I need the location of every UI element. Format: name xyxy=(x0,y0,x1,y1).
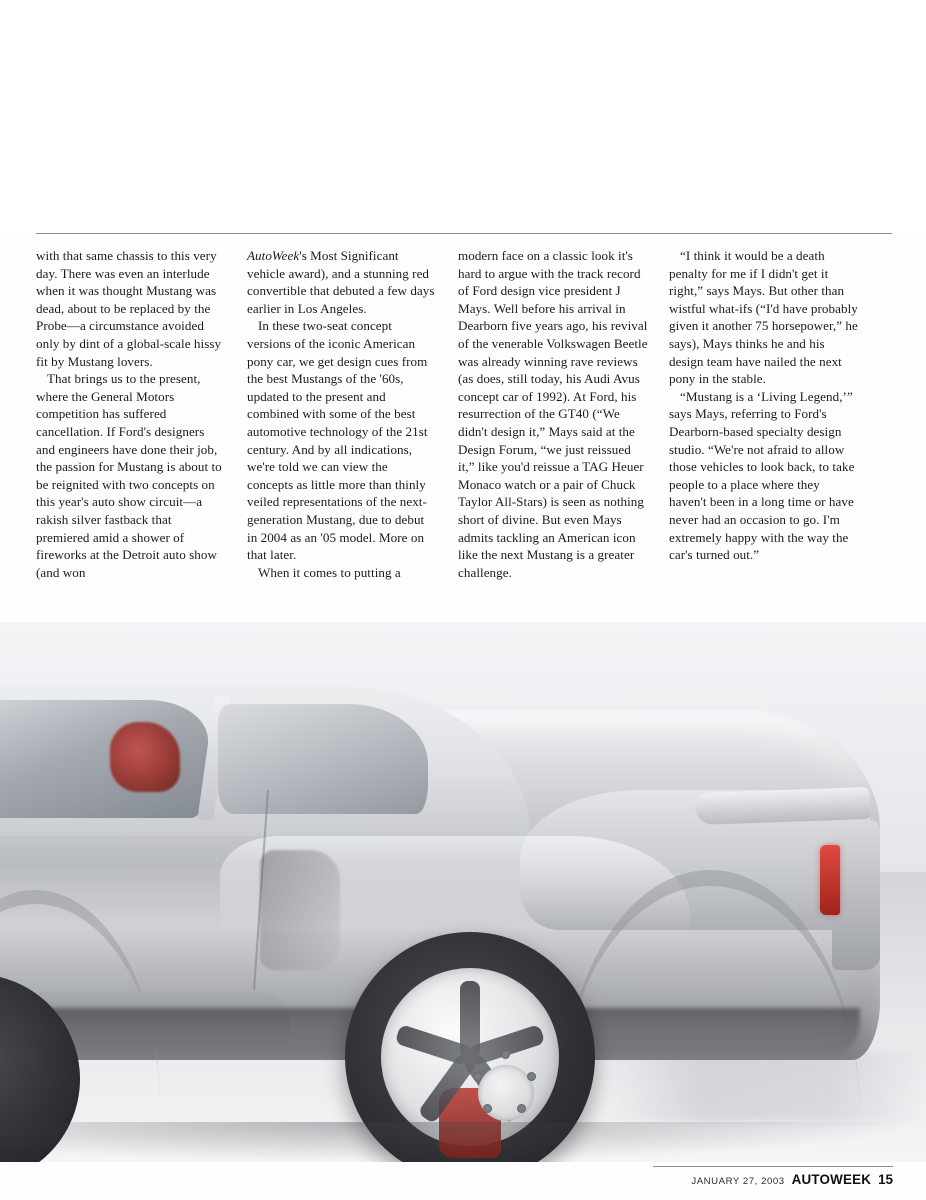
paragraph: modern face on a classic look it's hard to argue with the track record of Ford design vice president J Mays. Well before his arrival in Dearborn five years ago, his revival of the venerable Volkswagen Beetle was already winning rave reviews (as does, still today, his Audi Avus concept car of 1992). At Ford, his resurrection of the GT40 (“We didn't design it,” Mays said at the Design Forum, “we just reissued it,” like you'd reissue a TAG Heuer Monaco watch or a pair of Chuck Taylor All-Stars) is seen as nothing short of divine. But even Mays admits tackling an American icon like the next Mustang is a greater challenge. xyxy=(458,248,648,580)
car-side-scoop xyxy=(260,850,340,970)
wheel-lug-nut xyxy=(501,1050,510,1059)
magazine-name-italic: AutoWeek xyxy=(247,248,300,263)
page-footer xyxy=(691,1172,893,1187)
photo-ground-shadow xyxy=(0,1122,926,1162)
wheel-rim xyxy=(381,968,559,1146)
wheel-lug-nut xyxy=(517,1104,526,1113)
magazine-brand: AUTOWEEK xyxy=(791,1172,872,1187)
issue-date: JANUARY 27, 2003 xyxy=(691,1176,785,1187)
text-column-4 xyxy=(669,247,859,581)
car-interior-seat xyxy=(110,722,180,792)
paragraph: In these two-seat concept versions of the iconic American pony car, we get design cues from the best Mustangs of the '60s, updated to the present and combined with some of the best automotive technology of the 21st century. And by all indications, we're told we can view the concepts as little more than thinly veiled representations of the next-generation Mustang, due to debut in 2004 as an '05 model. More on that later. xyxy=(247,318,428,563)
footer-rule xyxy=(653,1166,893,1167)
paragraph xyxy=(247,247,437,317)
paragraph-rest: 's Most Significant vehicle award), and a stunning red convertible that debuted a few days earlier in Los Angeles. xyxy=(247,248,435,316)
text-column-2 xyxy=(247,247,437,581)
paragraph: with that same chassis to this very day. There was even an interlude when it was thought Mustang was dead, about to be replaced by the Probe—a circumstance avoided only by dint of a global-scale hissy fit by Mustang lovers. xyxy=(36,248,222,369)
page-number: 15 xyxy=(878,1172,893,1187)
text-column-3 xyxy=(458,247,648,581)
text-column-1 xyxy=(36,247,226,581)
paragraph: “Mustang is a ‘Living Legend,’” says Mays, referring to Ford's Dearborn-based specialty design studio. “We're not afraid to allow those vehicles to look back, to take people to a place where they haven't been in a long time or have never had an occasion to go. I'm extremely happy with the way the car's turned out.” xyxy=(669,388,855,563)
article-body xyxy=(36,247,894,581)
header-rule xyxy=(36,233,892,234)
wheel-lug-nut xyxy=(473,1072,482,1081)
car-side-window-rear xyxy=(218,704,428,814)
paragraph: “I think it would be a death penalty for me if I didn't get it right,” says Mays. But other than wistful what-ifs (“I'd have probably given it another 75 horsepower,” he says), Mays thinks he and his design team have nailed the next pony in the stable. xyxy=(669,248,858,387)
car-taillight xyxy=(820,845,840,915)
page-top-whitespace xyxy=(0,0,926,232)
paragraph: That brings us to the present, where the General Motors competition has suffered cancellation. If Ford's designers and engineers have done their job, the passion for Mustang is about to be reignited with two concepts on this year's auto show circuit—a rakish silver fastback that premiered amid a shower of fireworks at the Detroit auto show (and won xyxy=(36,371,222,580)
wheel-lug-nut xyxy=(483,1104,492,1113)
wheel-lug-nut xyxy=(527,1072,536,1081)
paragraph: When it comes to putting a xyxy=(258,564,401,580)
article-photo xyxy=(0,622,926,1162)
